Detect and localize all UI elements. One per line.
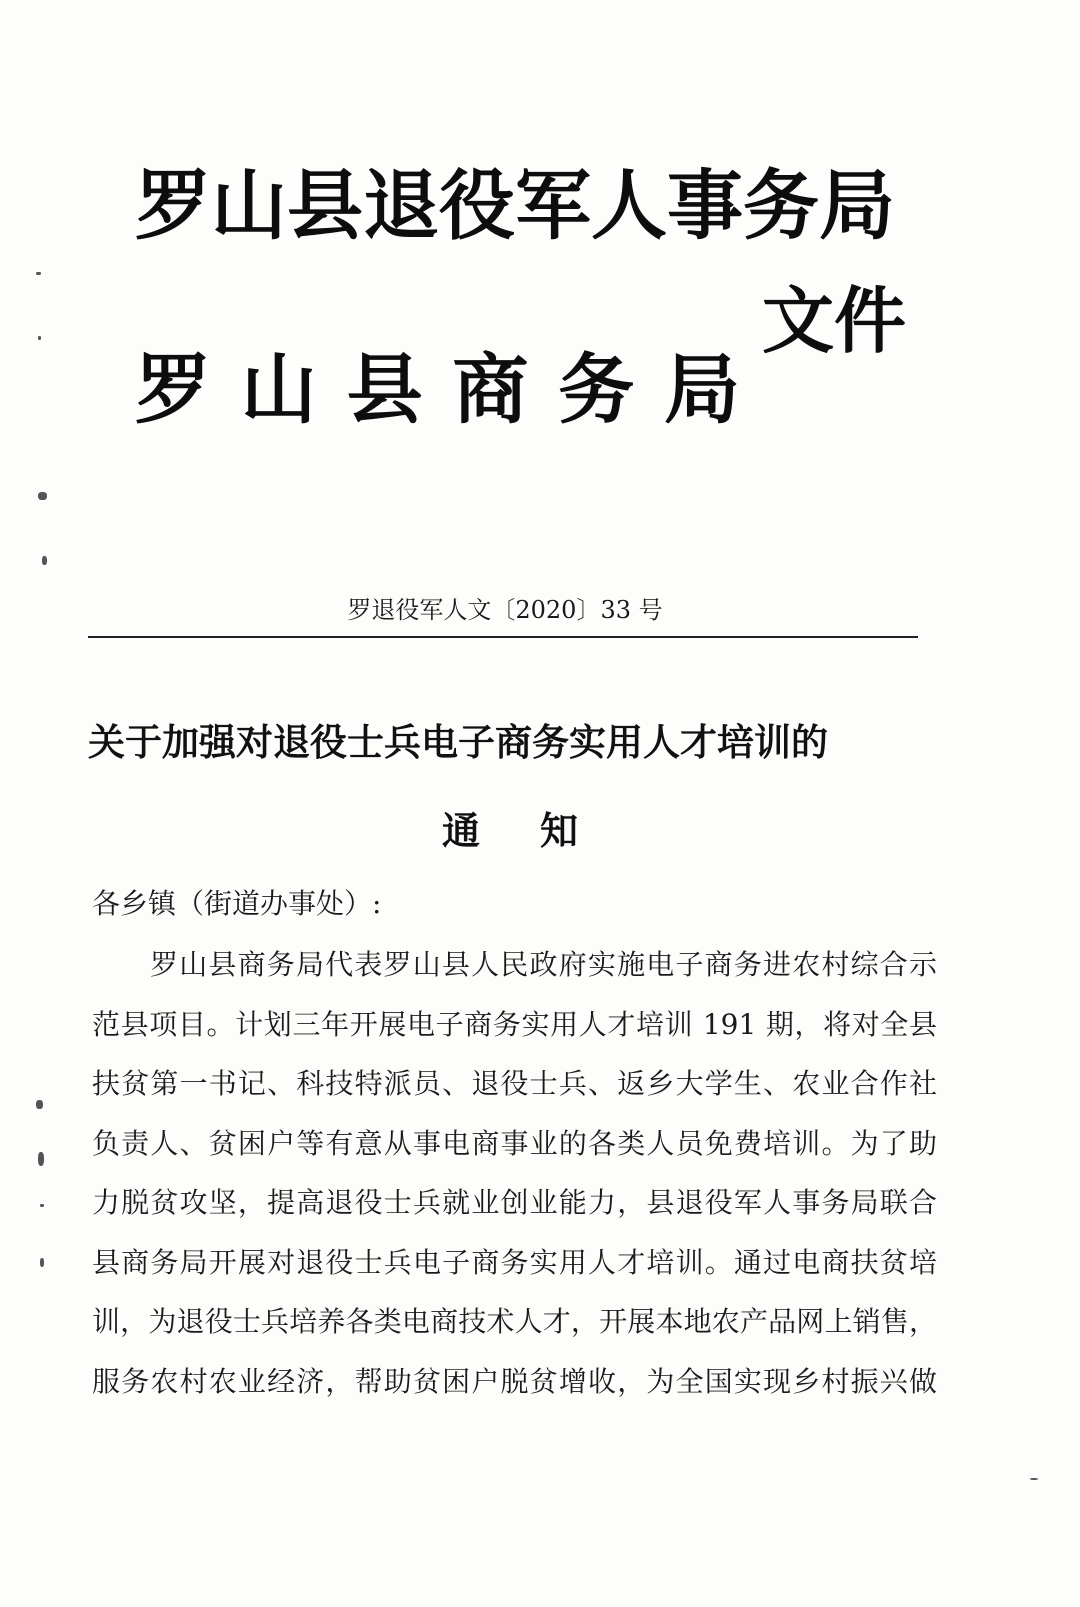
doc-type-label: 文件 (762, 278, 907, 363)
salutation: 各乡镇（街道办事处）: (92, 887, 382, 920)
body-line: 罗山县商务局代表罗山县人民政府实施电子商务进农村综合示 (150, 948, 937, 981)
body-line: 扶贫第一书记、科技特派员、退役士兵、返乡大学生、农业合作社 (92, 1067, 937, 1100)
issuing-org-veterans: 罗山县退役军人事务局 (135, 161, 895, 250)
org-char: 务 (558, 345, 635, 434)
scan-speck (42, 556, 47, 565)
body-line: 范县项目。计划三年开展电子商务实用人才培训 191 期，将对全县 (92, 1007, 937, 1041)
body-line: 训，为退役士兵培养各类电商技术人才，开展本地农产品网上销售， (92, 1305, 937, 1338)
body-line: 服务农村农业经济，帮助贫困户脱贫增收，为全国实现乡村振兴做 (92, 1364, 937, 1398)
org-char: 县 (346, 345, 423, 434)
org-char: 罗 (135, 345, 211, 434)
document-title: 关于加强对退役士兵电子商务实用人才培训的 (88, 720, 828, 764)
body-line: 县商务局开展对退役士兵电子商务实用人才培训。通过电商扶贫培 (92, 1245, 937, 1279)
scan-speck (1030, 1478, 1038, 1480)
scan-speck (36, 272, 41, 275)
scan-speck (38, 1152, 44, 1166)
issuing-org-commerce (135, 345, 740, 434)
scan-speck (38, 492, 47, 500)
scan-speck (38, 336, 41, 340)
document-subtitle: 通知 (441, 808, 638, 853)
body-line: 负责人、贫困户等有意从事电商事业的各类人员免费培训。为了助 (92, 1126, 937, 1160)
body-paragraph (92, 935, 937, 1411)
header-divider (88, 636, 918, 638)
scan-speck (40, 1204, 44, 1207)
org-char: 商 (452, 345, 529, 434)
org-char: 局 (663, 345, 740, 434)
scan-speck (40, 1258, 44, 1267)
body-line: 力脱贫攻坚，提高退役士兵就业创业能力，县退役军人事务局联合 (92, 1186, 937, 1219)
org-char: 山 (240, 345, 317, 434)
scan-speck (36, 1100, 43, 1109)
document-number: 罗退役军人文〔2020〕33 号 (347, 596, 663, 624)
